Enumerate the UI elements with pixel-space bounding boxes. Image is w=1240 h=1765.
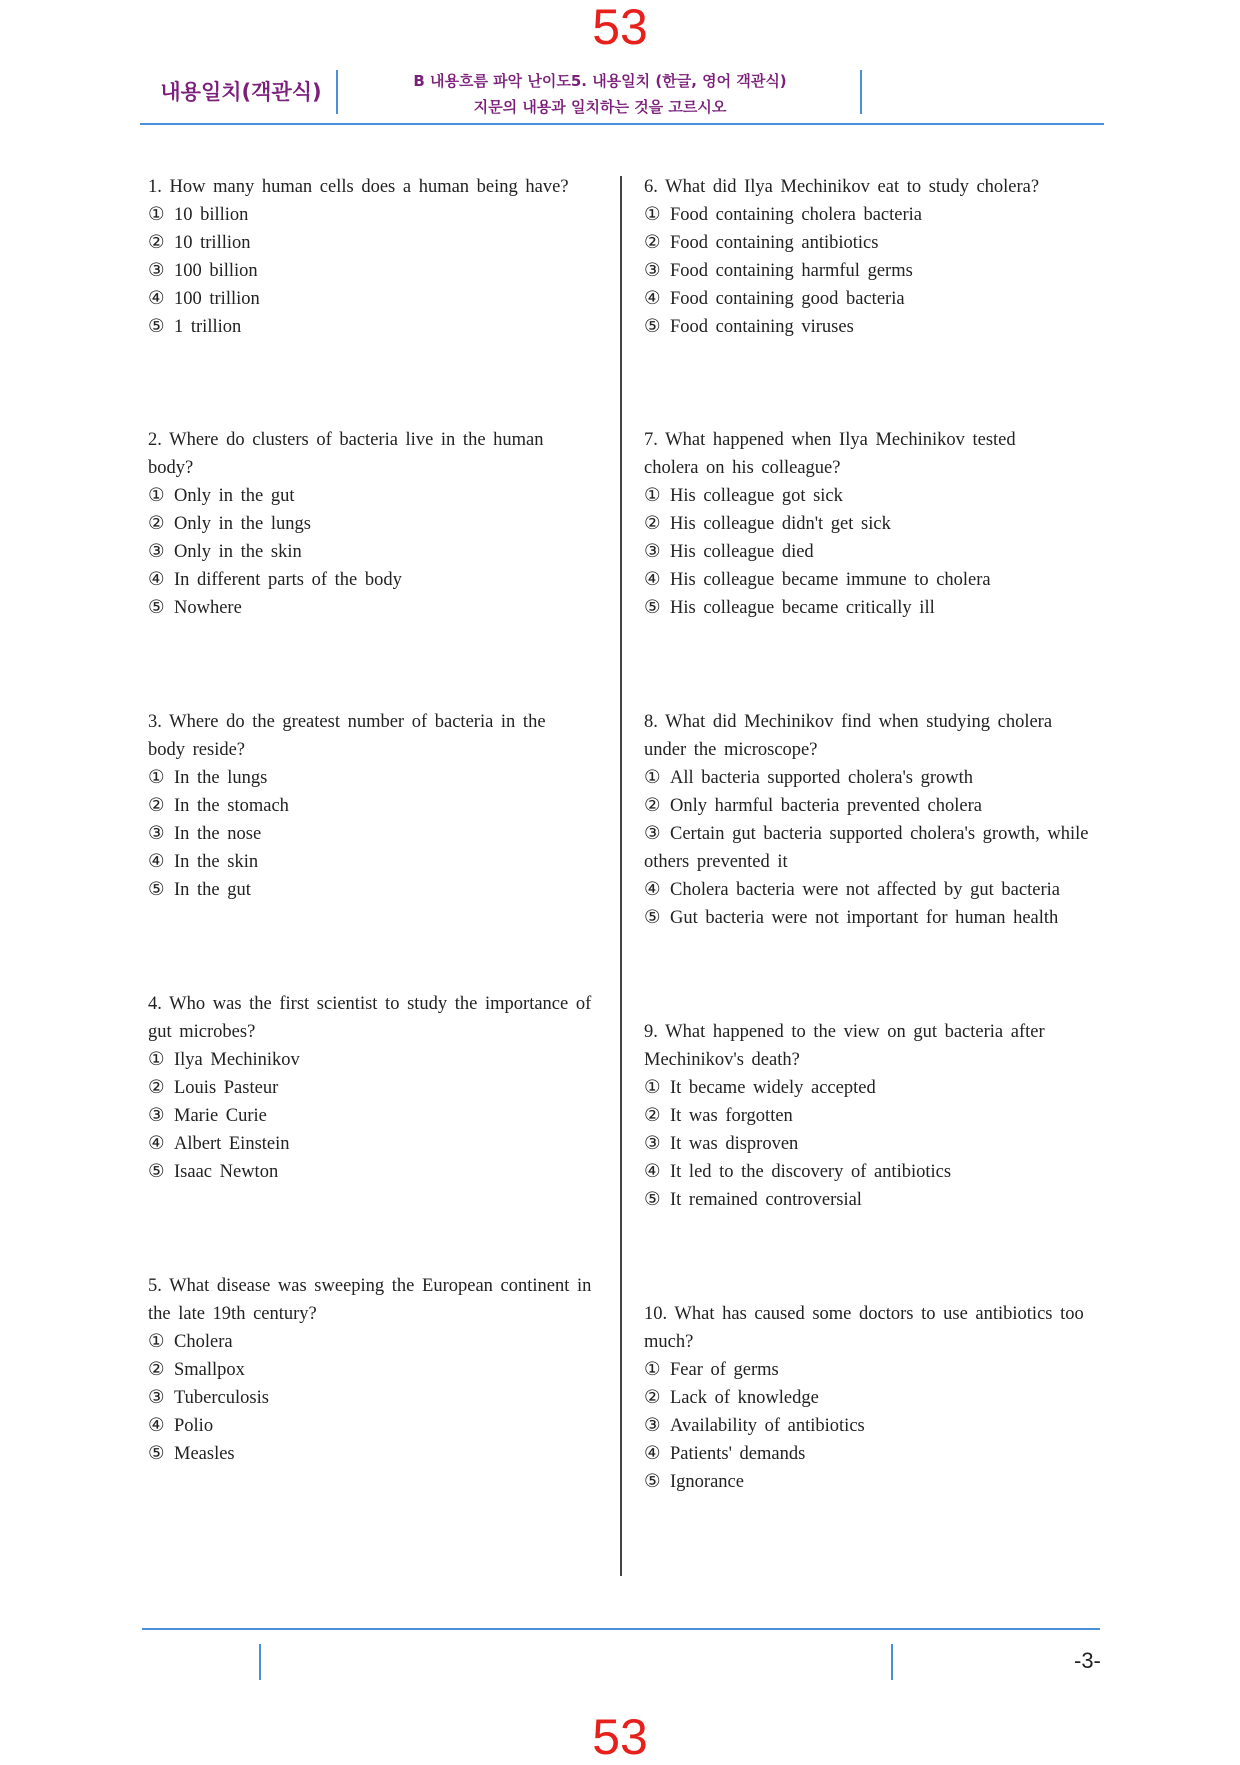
choice-4[interactable]: ④ 100 trillion bbox=[148, 289, 260, 309]
column-divider bbox=[620, 176, 622, 1576]
choice-5[interactable]: ⑤ Ignorance bbox=[644, 1472, 744, 1492]
choice-3[interactable]: ③ 100 billion bbox=[148, 261, 258, 281]
choice-2[interactable]: ② In the stomach bbox=[148, 796, 289, 816]
choice-5[interactable]: ⑤ In the gut bbox=[148, 880, 251, 900]
choice-4[interactable]: ④ Patients' demands bbox=[644, 1444, 806, 1464]
footer-divider-right bbox=[891, 1644, 893, 1680]
choice-1[interactable]: ① In the lungs bbox=[148, 768, 268, 788]
choice-1[interactable]: ① It became widely accepted bbox=[644, 1078, 876, 1098]
question-text: 2. Where do clusters of bacteria live in the human body? bbox=[148, 430, 544, 478]
question-3 bbox=[148, 708, 588, 904]
choice-2[interactable]: ② 10 trillion bbox=[148, 233, 251, 253]
choice-2[interactable]: ② Louis Pasteur bbox=[148, 1078, 279, 1098]
question-9 bbox=[644, 1018, 1084, 1214]
choice-5[interactable]: ⑤ Isaac Newton bbox=[148, 1162, 279, 1182]
choice-2[interactable]: ② Food containing antibiotics bbox=[644, 233, 879, 253]
question-1 bbox=[148, 173, 598, 341]
question-text: 4. Who was the first scientist to study the importance of gut microbes? bbox=[148, 994, 592, 1042]
choice-5[interactable]: ⑤ Gut bacteria were not important for human health bbox=[644, 908, 1059, 928]
choice-2[interactable]: ② Smallpox bbox=[148, 1360, 245, 1380]
question-text: 7. What happened when Ilya Mechinikov tested cholera on his colleague? bbox=[644, 430, 1016, 478]
choice-1[interactable]: ① Food containing cholera bacteria bbox=[644, 205, 922, 225]
choice-3[interactable]: ③ In the nose bbox=[148, 824, 262, 844]
choice-1[interactable]: ① Cholera bbox=[148, 1332, 233, 1352]
choice-5[interactable]: ⑤ Nowhere bbox=[148, 598, 242, 618]
choice-4[interactable]: ④ It led to the discovery of antibiotics bbox=[644, 1162, 952, 1182]
choice-1[interactable]: ① Ilya Mechinikov bbox=[148, 1050, 300, 1070]
page-number-bottom: 53 bbox=[592, 1709, 648, 1765]
choice-4[interactable]: ④ In the skin bbox=[148, 852, 259, 872]
header-divider-left bbox=[336, 70, 338, 114]
question-text: 10. What has caused some doctors to use antibiotics too much? bbox=[644, 1304, 1084, 1352]
choice-3[interactable]: ③ It was disproven bbox=[644, 1134, 799, 1154]
footer-rule bbox=[142, 1628, 1100, 1630]
choice-3[interactable]: ③ Availability of antibiotics bbox=[644, 1416, 865, 1436]
choice-1[interactable]: ① Only in the gut bbox=[148, 486, 295, 506]
section-title: 내용일치(객관식) bbox=[160, 80, 322, 104]
question-text: 9. What happened to the view on gut bacteria after Mechinikov's death? bbox=[644, 1022, 1045, 1070]
choice-3[interactable]: ③ Tuberculosis bbox=[148, 1388, 269, 1408]
question-text: 3. Where do the greatest number of bacteria in the body reside? bbox=[148, 712, 546, 760]
question-text: 1. How many human cells does a human being have? bbox=[148, 177, 569, 197]
question-8 bbox=[644, 708, 1094, 932]
question-10 bbox=[644, 1300, 1084, 1496]
header-rule bbox=[140, 123, 1104, 125]
choice-1[interactable]: ① All bacteria supported cholera's growth bbox=[644, 768, 974, 788]
header-subtitle-line1: B 내용흐름 파악 난이도5. 내용일치 (한글, 영어 객관식) bbox=[413, 72, 787, 90]
question-4 bbox=[148, 990, 598, 1186]
question-7 bbox=[644, 426, 1064, 622]
choice-5[interactable]: ⑤ Food containing viruses bbox=[644, 317, 854, 337]
choice-4[interactable]: ④ His colleague became immune to cholera bbox=[644, 570, 991, 590]
header-divider-right bbox=[860, 70, 862, 114]
question-text: 5. What disease was sweeping the European continent in the late 19th century? bbox=[148, 1276, 592, 1324]
choice-2[interactable]: ② It was forgotten bbox=[644, 1106, 793, 1126]
choice-2[interactable]: ② Lack of knowledge bbox=[644, 1388, 819, 1408]
choice-3[interactable]: ③ Only in the skin bbox=[148, 542, 302, 562]
question-6 bbox=[644, 173, 1084, 341]
choice-5[interactable]: ⑤ His colleague became critically ill bbox=[644, 598, 935, 618]
choice-3[interactable]: ③ Certain gut bacteria supported cholera's growth, while others prevented it bbox=[644, 824, 1089, 872]
choice-4[interactable]: ④ Food containing good bacteria bbox=[644, 289, 905, 309]
choice-5[interactable]: ⑤ 1 trillion bbox=[148, 317, 242, 337]
choice-4[interactable]: ④ Albert Einstein bbox=[148, 1134, 290, 1154]
choice-2[interactable]: ② His colleague didn't get sick bbox=[644, 514, 891, 534]
choice-1[interactable]: ① Fear of germs bbox=[644, 1360, 779, 1380]
page-number-top: 53 bbox=[592, 0, 648, 55]
choice-1[interactable]: ① 10 billion bbox=[148, 205, 249, 225]
choice-2[interactable]: ② Only harmful bacteria prevented cholera bbox=[644, 796, 982, 816]
choice-3[interactable]: ③ His colleague died bbox=[644, 542, 814, 562]
question-text: 6. What did Ilya Mechinikov eat to study cholera? bbox=[644, 177, 1040, 197]
choice-1[interactable]: ① His colleague got sick bbox=[644, 486, 843, 506]
footer-divider-left bbox=[259, 1644, 261, 1680]
choice-3[interactable]: ③ Food containing harmful germs bbox=[644, 261, 913, 281]
question-5 bbox=[148, 1272, 598, 1468]
question-text: 8. What did Mechinikov find when studying cholera under the microscope? bbox=[644, 712, 1053, 760]
choice-4[interactable]: ④ In different parts of the body bbox=[148, 570, 402, 590]
footer-page-label: -3- bbox=[1074, 1648, 1101, 1673]
choice-3[interactable]: ③ Marie Curie bbox=[148, 1106, 267, 1126]
choice-5[interactable]: ⑤ It remained controversial bbox=[644, 1190, 862, 1210]
choice-5[interactable]: ⑤ Measles bbox=[148, 1444, 235, 1464]
question-2 bbox=[148, 426, 588, 622]
choice-4[interactable]: ④ Cholera bacteria were not affected by gut bacteria bbox=[644, 880, 1060, 900]
header-subtitle-line2: 지문의 내용과 일치하는 것을 고르시오 bbox=[473, 98, 727, 116]
choice-2[interactable]: ② Only in the lungs bbox=[148, 514, 311, 534]
choice-4[interactable]: ④ Polio bbox=[148, 1416, 214, 1436]
